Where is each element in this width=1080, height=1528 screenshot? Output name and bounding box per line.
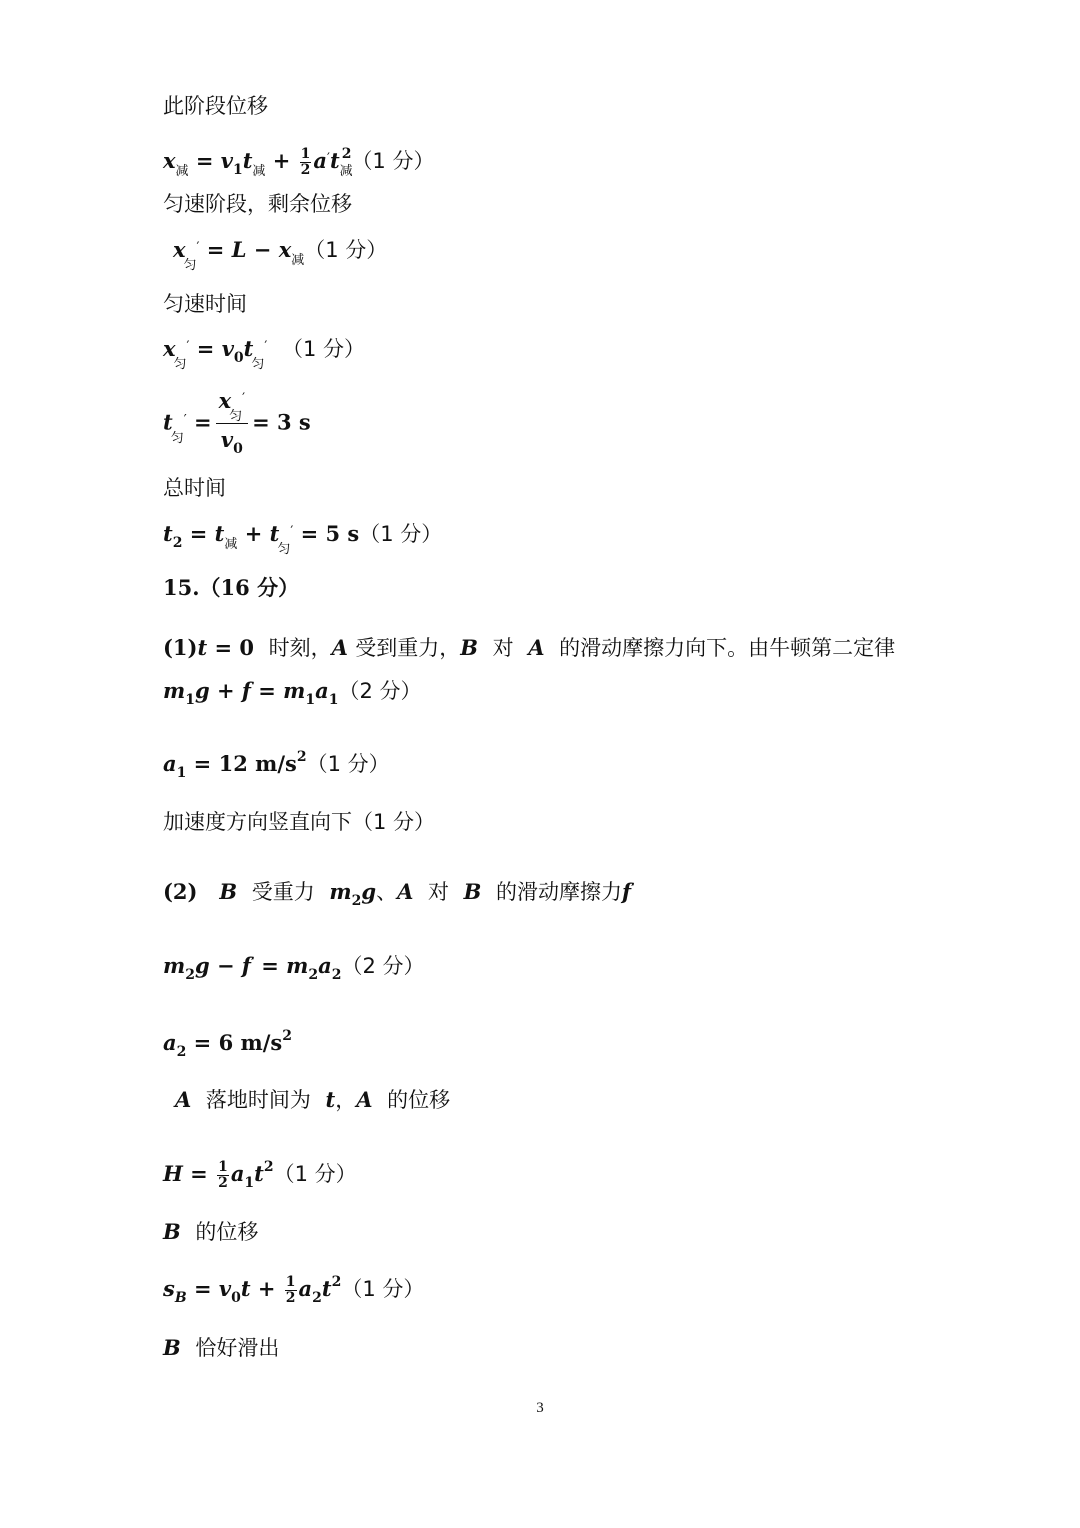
fraction: $\frac{1}{2}$ [285,1274,296,1306]
equation-line: $t_匀'$ = $x_匀'$ $v_0$ = 3 s [163,385,311,463]
fraction: $\frac{1}{2}$ [218,1159,228,1191]
equation-line: $m_1g + f = m_1a_1(2$ 分） [163,678,422,708]
fraction: $\frac{1}{2}$ [300,146,311,178]
fraction: $x_匀'$ $v_0$ [216,385,249,463]
page-number: 3 [536,1400,544,1416]
text-line: 匀速时间 [163,292,247,316]
question-number: 15.（16 分） [163,575,300,600]
text-line: (1)t = 0 时刻，A 受到重力，B 对 A 的滑动摩擦力向下。由牛顿第二定律 [163,635,896,660]
equation-line: $a_1 = 12$ $m/s^2(1$ 分） [163,749,390,781]
equation-line: $x_匀' = L - x_减(1$ 分） [173,237,388,273]
text-line: B 的位移 [163,1219,259,1244]
equation-line: $t_2 = t_减 + t_匀' = 5$ s（1 分） [163,521,443,557]
text-line: A 落地时间为 t，A 的位移 [175,1087,451,1112]
equation-line: H = $\frac{1}{2}$ $a_1t^2(1$ 分） [163,1159,357,1191]
text-line: 匀速阶段，剩余位移 [163,192,352,216]
equation-line: $x_减 = v_1t_减$ + $\frac{1}{2}$ $a't_减^2(1$ 分） [163,146,435,179]
equation-line: $x_匀' = v_0t_匀'$ （1 分） [163,336,366,372]
text-line: 此阶段位移 [163,94,268,118]
text-line: (2) B 受重力 $m_2g$、A 对 B 的滑动摩擦力f′ [163,879,635,909]
text-line: 加速度方向竖直向下（1 分） [163,810,436,834]
text-line: 总时间 [163,476,226,500]
text-line: B 恰好滑出 [163,1335,280,1360]
equation-line: $a_2 = 6$ $m/s^2$ [163,1028,292,1060]
equation-line: $s_B = v_0t$ + $\frac{1}{2}$ $a_2t^2(1$ 分） [163,1274,425,1306]
equation-line: $m_2g - f' = m_2a_2(2$ 分） [163,953,425,983]
